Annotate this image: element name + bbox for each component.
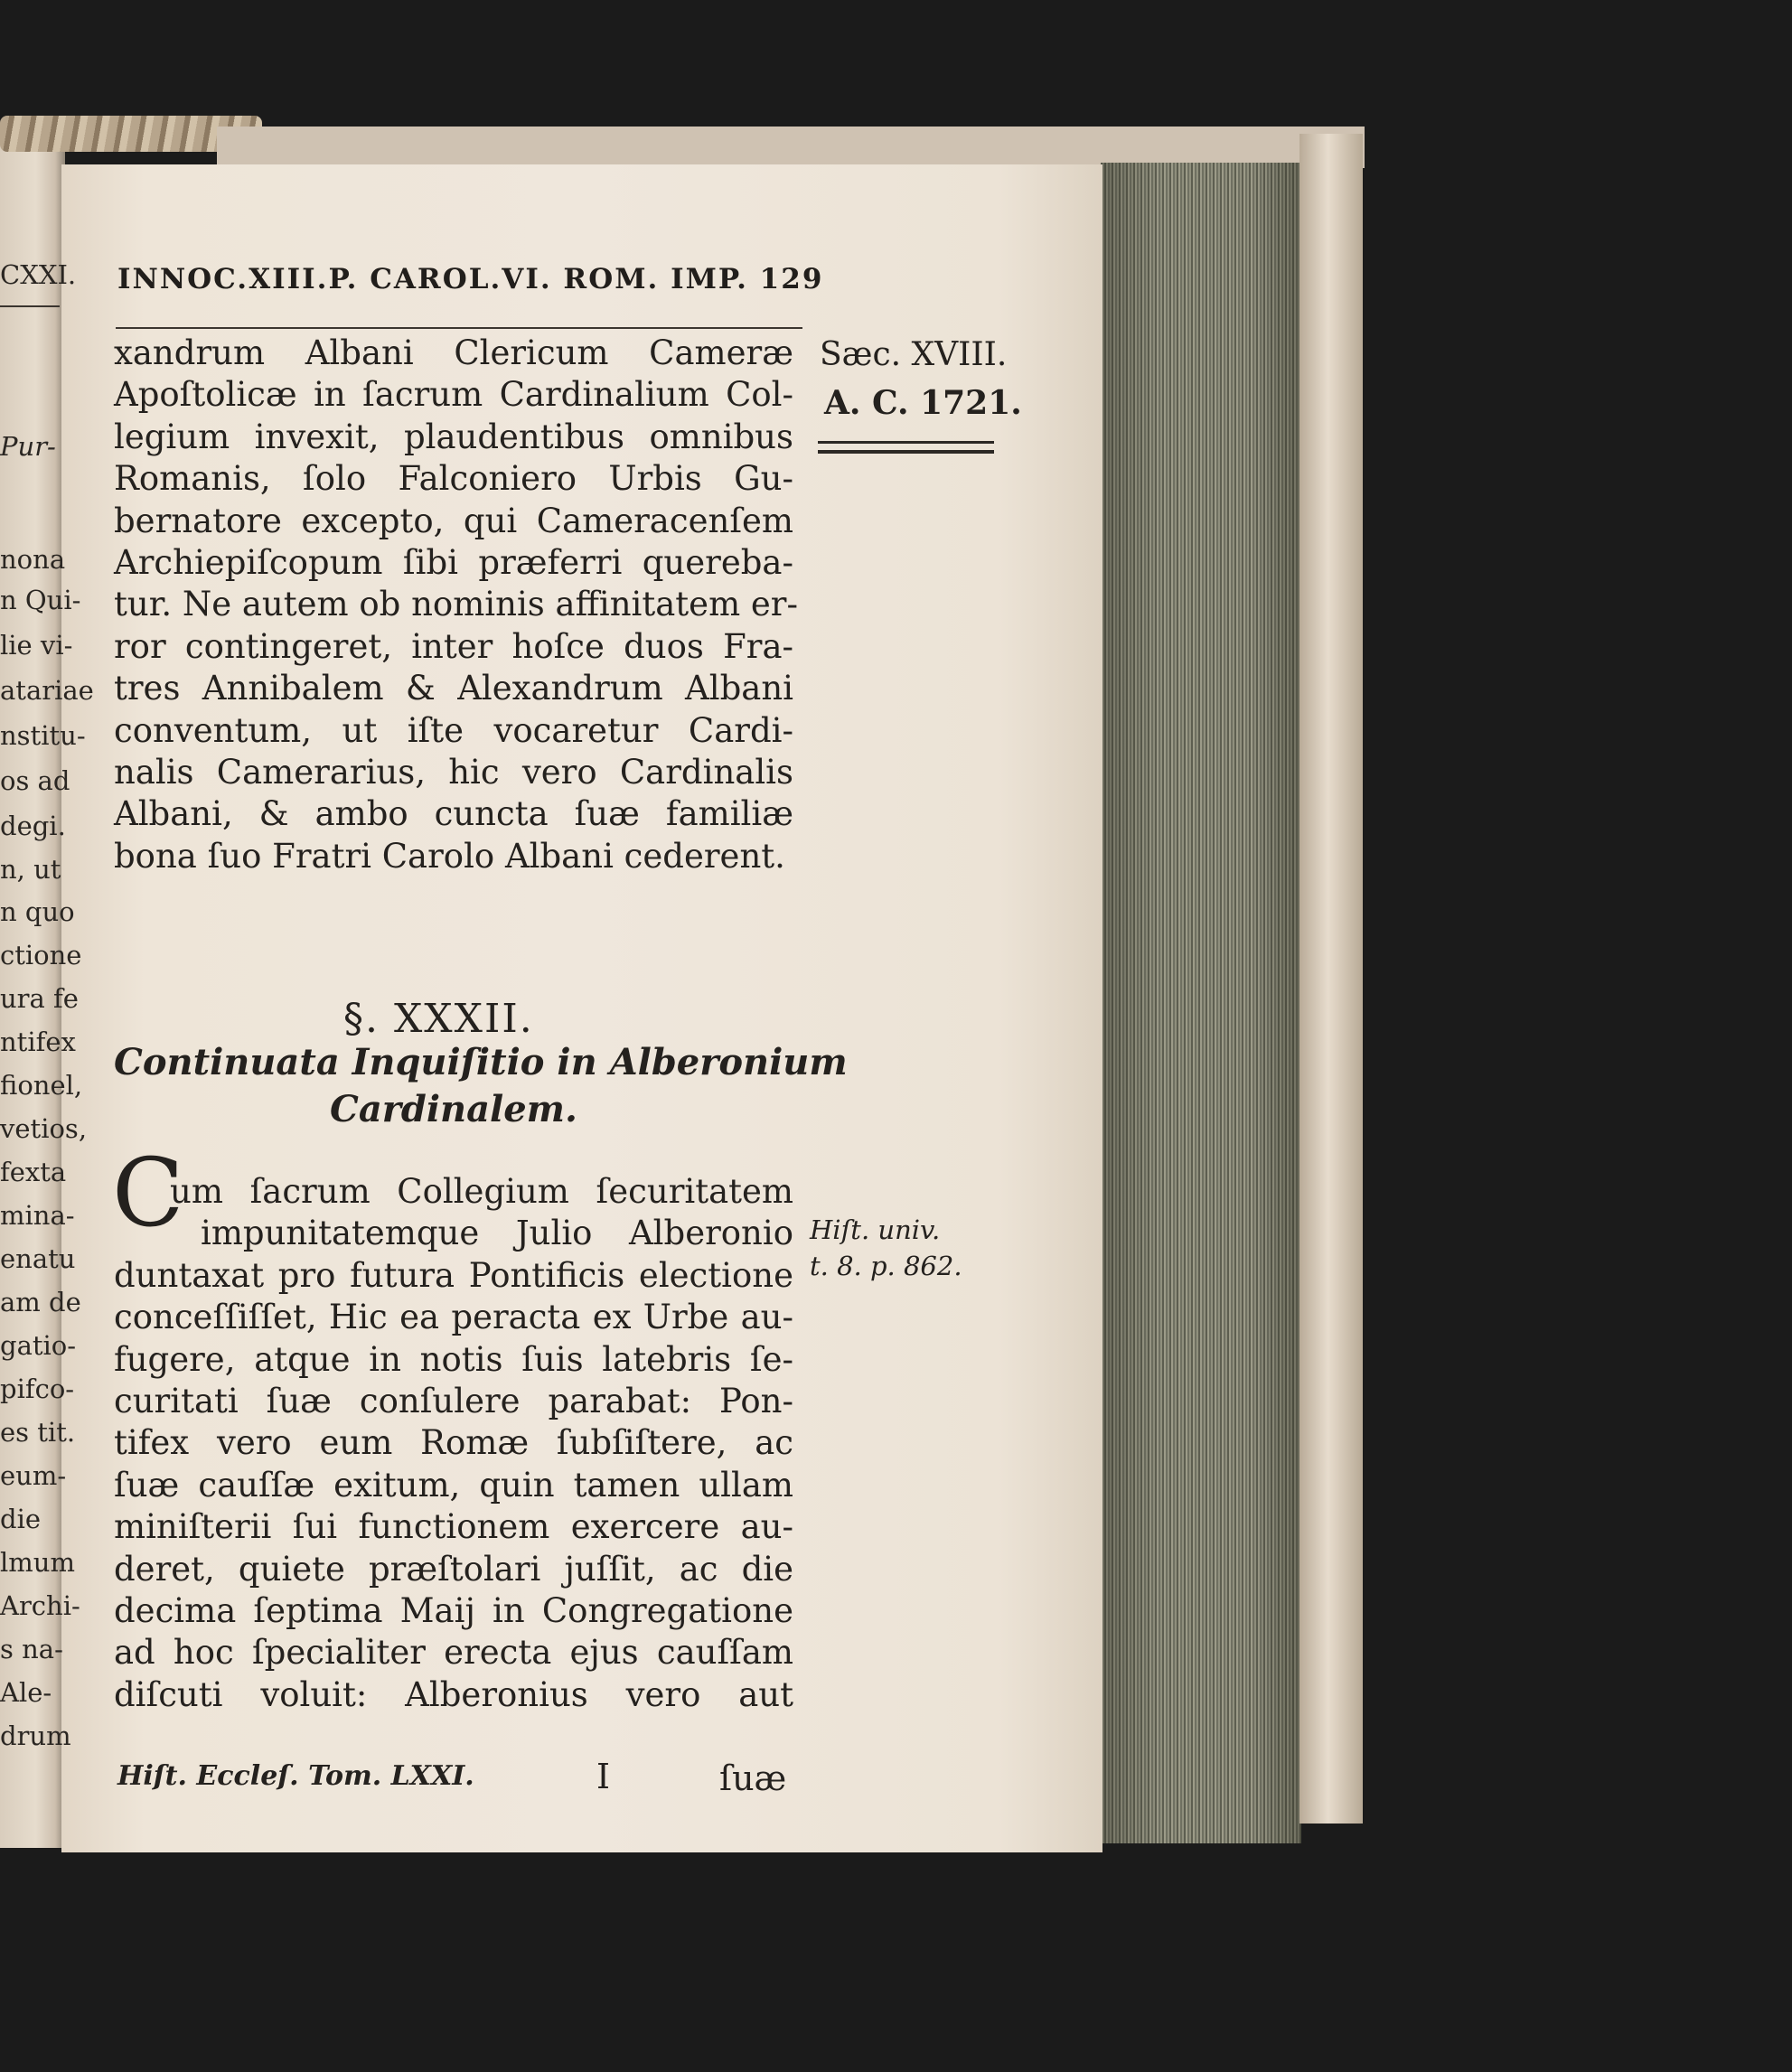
text-line: xandrum Albani Clericum Cameræ bbox=[114, 333, 793, 372]
margin-year: A. C. 1721. bbox=[824, 384, 1022, 422]
header-rule bbox=[116, 327, 802, 329]
margin-century: Sæc. XVIII. bbox=[820, 336, 1008, 373]
left-fragment: Pur- bbox=[0, 431, 56, 462]
signature-mark: I bbox=[596, 1757, 611, 1796]
left-fragment: gatio- bbox=[0, 1330, 77, 1361]
left-fragment: ctione bbox=[0, 940, 82, 970]
left-fragment: mina- bbox=[0, 1200, 75, 1231]
left-fragment: nona bbox=[0, 544, 66, 575]
text-line: impunitatemque Julio Alberonio bbox=[201, 1214, 793, 1253]
left-fragment: nstitu- bbox=[0, 720, 86, 751]
running-head: INNOC.XIII.P. CAROL.VI. ROM. IMP. 129 bbox=[117, 263, 824, 295]
text-line: nalis Camerarius, hic vero Cardinalis bbox=[114, 752, 793, 792]
section-title-line-1: Continuata Inquiſitio in Alberonium bbox=[114, 1041, 848, 1083]
margin-citation-2: t. 8. p. 862. bbox=[810, 1251, 962, 1281]
text-line: um ſacrum Collegium ſecuritatem bbox=[170, 1172, 793, 1211]
text-line: ſuæ cauſſæ exitum, quin tamen ullam bbox=[114, 1465, 793, 1505]
left-fragment: Ale- bbox=[0, 1677, 52, 1708]
text-line: ad hoc ſpecialiter erecta ejus cauſſam bbox=[114, 1633, 793, 1673]
text-line: tifex vero eum Romæ ſubſiſtere, ac bbox=[114, 1423, 793, 1463]
text-line: Romanis, ſolo Falconiero Urbis Gu- bbox=[114, 459, 793, 499]
left-fragment: n Qui- bbox=[0, 585, 81, 615]
text-line: fugere, atque in notis ſuis latebris ſe- bbox=[114, 1339, 793, 1379]
left-fragment: n, ut bbox=[0, 854, 61, 885]
left-fragment: enatu bbox=[0, 1243, 76, 1274]
left-fragment: CXXI. bbox=[0, 259, 77, 290]
catchword: ſuæ bbox=[719, 1758, 787, 1798]
text-line: legium invexit, plaudentibus omnibus bbox=[114, 417, 793, 456]
text-line: miniſterii ſui functionem exercere au- bbox=[114, 1507, 793, 1547]
margin-rule-1 bbox=[818, 441, 994, 444]
section-title-line-2: Cardinalem. bbox=[330, 1088, 577, 1130]
left-fragment: eum- bbox=[0, 1460, 67, 1491]
left-fragment: fionel, bbox=[0, 1070, 83, 1101]
text-line: curitati ſuæ conſulere parabat: Pon- bbox=[114, 1381, 793, 1420]
text-line: duntaxat pro futura Pontificis electione bbox=[114, 1255, 793, 1295]
section-title bbox=[114, 1039, 848, 1133]
text-line: Apoſtolicæ in ſacrum Cardinalium Col- bbox=[114, 375, 793, 415]
left-fragment: os ad bbox=[0, 765, 70, 796]
left-fragment: Archi- bbox=[0, 1590, 80, 1621]
left-fragment: degi. bbox=[0, 811, 66, 841]
left-fragment: pifco- bbox=[0, 1374, 75, 1404]
paragraph-2 bbox=[114, 1171, 793, 1716]
text-line: conceſſiſſet, Hic ea peracta ex Urbe au- bbox=[114, 1298, 793, 1337]
margin-citation-1: Hiſt. univ. bbox=[810, 1214, 941, 1245]
left-fragment: lmum bbox=[0, 1547, 75, 1578]
left-fragment: lie vi- bbox=[0, 630, 73, 661]
text-line: bernatore excepto, qui Cameracenſem bbox=[114, 501, 793, 540]
section-number: §. XXXII. bbox=[343, 996, 534, 1042]
text-line: Archiepiſcopum ſibi præferri quereba- bbox=[114, 542, 793, 582]
left-fragment: die bbox=[0, 1504, 42, 1534]
left-fragment: es tit. bbox=[0, 1417, 76, 1448]
text-line: Albani, & ambo cuncta ſuæ familiæ bbox=[114, 794, 793, 834]
text-line: deret, quiete præſtolari juſſit, ac die bbox=[114, 1549, 793, 1589]
paragraph-1 bbox=[114, 333, 799, 877]
left-fragment: ntifex bbox=[0, 1027, 76, 1057]
left-fragment: atariae bbox=[0, 675, 94, 706]
text-line: bona ſuo Fratri Carolo Albani cederent. bbox=[114, 836, 785, 876]
margin-rule-2 bbox=[818, 450, 994, 454]
text-line: diſcuti voluit: Alberonius vero aut bbox=[114, 1674, 793, 1714]
page-edges-shade bbox=[1101, 163, 1301, 1843]
footer-title: Hiſt. Eccleſ. Tom. LXXI. bbox=[117, 1760, 474, 1792]
left-fragment: vetios, bbox=[0, 1113, 88, 1144]
left-fragment: fexta bbox=[0, 1157, 67, 1187]
text-line: conventum, ut iſte vocaretur Cardi- bbox=[114, 710, 793, 750]
left-fragment: am de bbox=[0, 1287, 81, 1317]
text-line: ror contingeret, inter hoſce duos Fra- bbox=[114, 626, 793, 666]
cover-right-edge bbox=[1299, 134, 1363, 1824]
drop-cap: C bbox=[112, 1138, 184, 1248]
left-fragment: s na- bbox=[0, 1634, 63, 1664]
text-line: tres Annibalem & Alexandrum Albani bbox=[114, 669, 793, 708]
text-line: decima ſeptima Maij in Congregatione bbox=[114, 1590, 793, 1630]
left-page-rule bbox=[0, 305, 60, 307]
left-fragment: n quo bbox=[0, 896, 75, 927]
left-fragment: ura fe bbox=[0, 983, 79, 1014]
text-line: tur. Ne autem ob nominis affinitatem er- bbox=[114, 585, 799, 624]
left-fragment: drum bbox=[0, 1720, 71, 1751]
